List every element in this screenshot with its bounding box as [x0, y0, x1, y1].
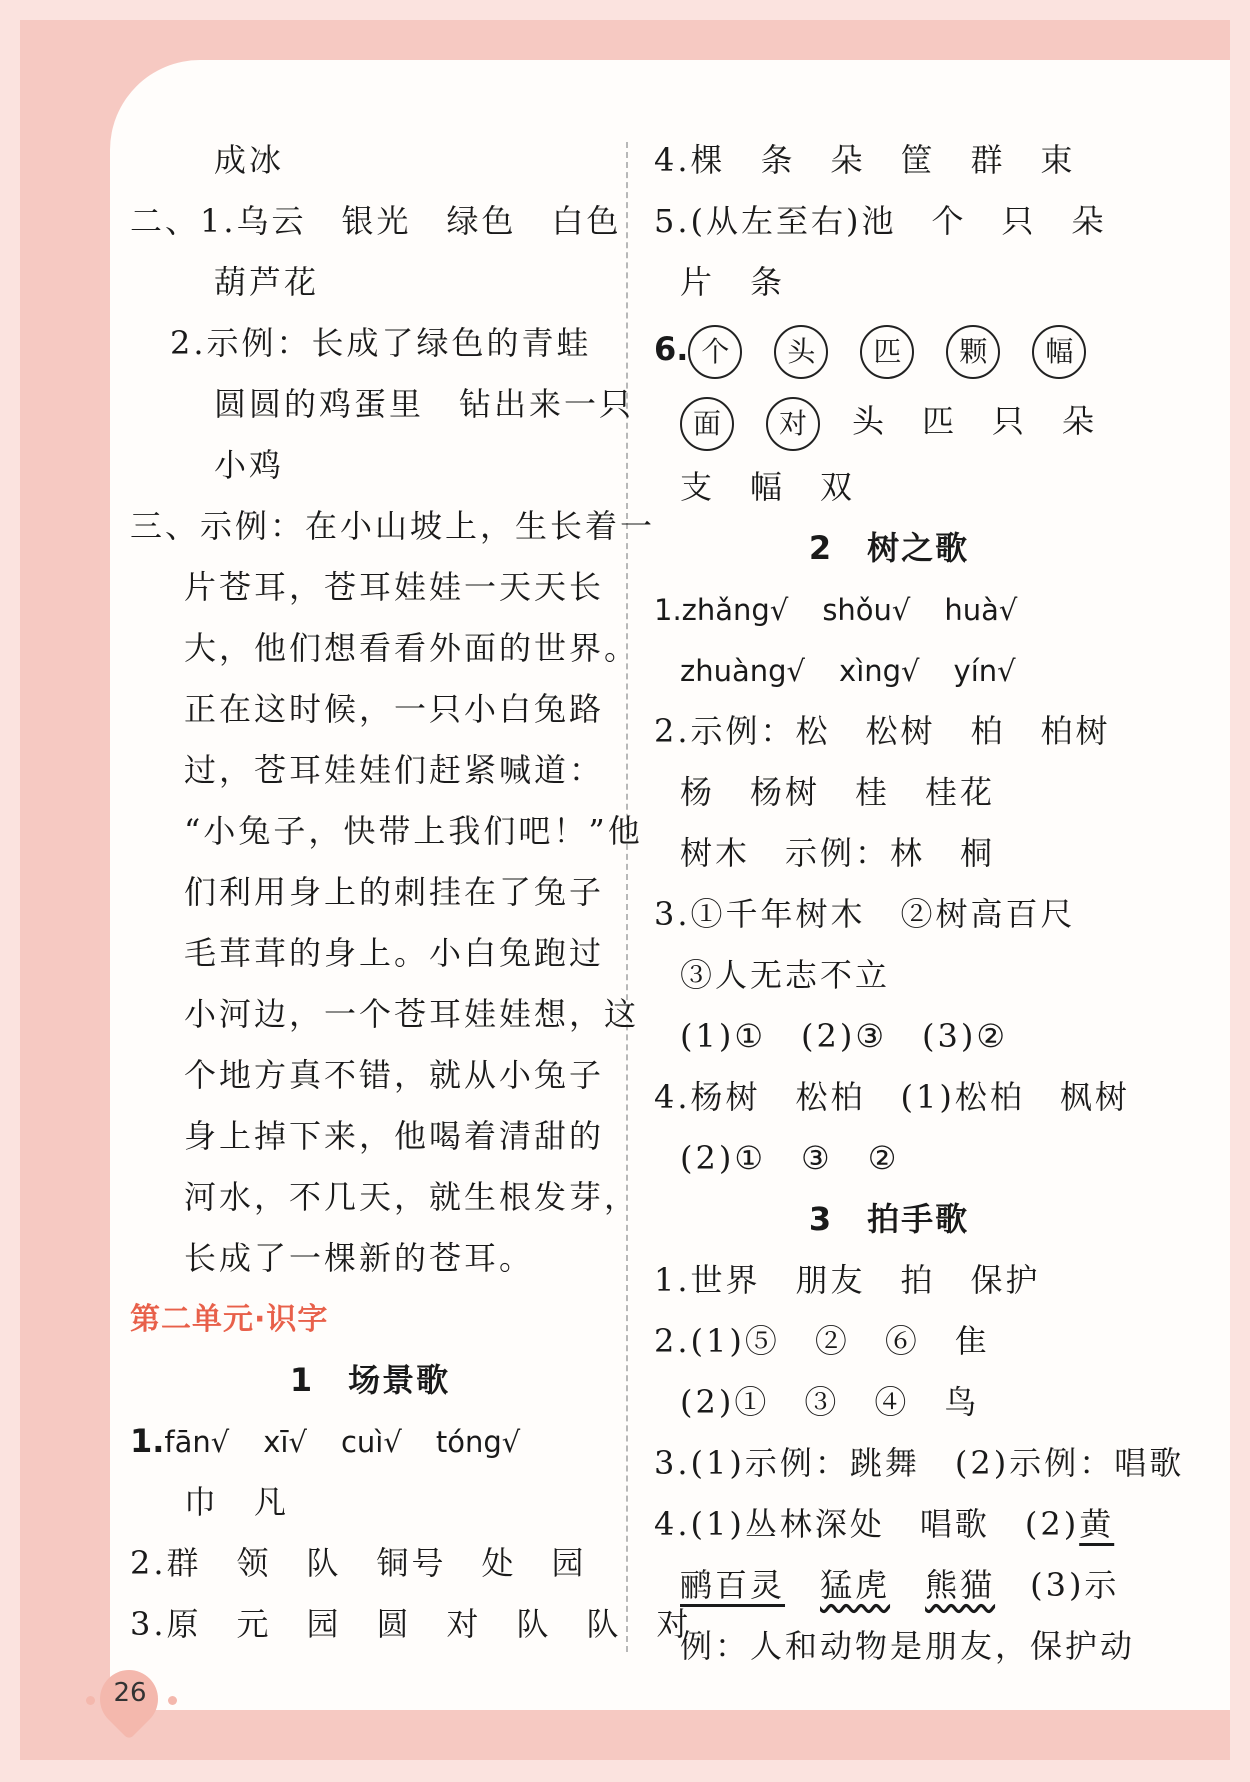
answer-line: 过，苍耳娃娃们赶紧喊道：: [184, 751, 605, 789]
answer-line: 3.(1)示例：跳舞 (2)示例：唱歌: [654, 1444, 1185, 1482]
answer-line: 3.原 元 园 圆 对 队 队 对: [130, 1605, 692, 1643]
answer-line: (2)① ③ ②: [680, 1139, 900, 1177]
answer-line: 三、示例：在小山坡上，生长着一: [130, 507, 656, 545]
answer-line: 河水，不几天，就生根发芽，: [184, 1178, 640, 1216]
column-divider: [626, 142, 628, 1652]
underlined-answer: 黄: [1079, 1505, 1115, 1543]
unit-heading: 第二单元·识字: [130, 1302, 329, 1337]
answer-line: 支 幅 双: [680, 468, 856, 506]
circled-char: 匹: [860, 325, 914, 379]
answer-line: 葫芦花: [214, 263, 320, 301]
answer-line: 2.(1)⑤ ② ⑥ 隹: [654, 1322, 990, 1360]
answer-line: 2.示例：长成了绿色的青蛙: [170, 324, 592, 362]
pinyin-answer: fān√: [164, 1425, 230, 1459]
answer-line: (2)① ③ ④ 鸟: [680, 1383, 980, 1421]
answer-line: 4.棵 条 朵 筐 群 束: [654, 141, 1076, 179]
pinyin-answer: 1.zhǎng√: [654, 593, 789, 627]
answer-line: [130, 1411, 610, 1472]
answer-line: 正在这时候，一只小白兔路: [184, 690, 605, 728]
page-dot-left: [86, 1696, 95, 1705]
answer-line: [654, 640, 1124, 701]
circled-char: 个: [688, 325, 742, 379]
answer-line: 身上掉下来，他喝着清甜的: [184, 1117, 605, 1155]
wavy-underlined-answer: 熊猫: [925, 1566, 996, 1604]
pinyin-answer: tóng√: [435, 1425, 521, 1459]
circled-char: 颗: [946, 325, 1000, 379]
pinyin-answer: xī√: [263, 1425, 307, 1459]
answer-line: 小河边，一个苍耳娃娃想，这: [184, 995, 640, 1033]
answer-line: [654, 313, 1124, 385]
answer-line: 4.杨树 松柏 (1)松柏 枫树: [654, 1078, 1130, 1116]
answer-line: 大，他们想看看外面的世界。: [184, 629, 640, 667]
answer-line: “小兔子，快带上我们吧！”他: [184, 812, 643, 850]
remaining-chars: 头 匹 只 朵: [852, 402, 1098, 440]
answer-line: 巾 凡: [184, 1483, 290, 1521]
right-column: [654, 130, 1185, 1677]
answer-line: 毛茸茸的身上。小白兔跑过: [184, 934, 605, 972]
answer-line: [654, 385, 1124, 457]
answer-line: 们利用身上的刺挂在了兔子: [184, 873, 605, 911]
answer-line: 树木 示例：林 桐: [680, 834, 996, 872]
pinyin-answer: zhuàng√: [680, 654, 806, 688]
page-dot-right: [168, 1696, 177, 1705]
answer-line: ③人无志不立: [680, 956, 891, 994]
circled-char: 面: [680, 397, 734, 451]
answer-line: 2.群 领 队 铜号 处 园: [130, 1544, 587, 1582]
answer-text: (3)示: [1030, 1566, 1120, 1604]
circled-char: 对: [766, 397, 820, 451]
lesson-title: 2 树之歌: [808, 529, 970, 567]
left-column: [130, 130, 692, 1655]
answer-line: [654, 1494, 1124, 1555]
circled-char: 头: [774, 325, 828, 379]
answer-line: 成冰: [214, 141, 285, 179]
answer-line: 片 条: [680, 263, 786, 301]
answer-line: 1.世界 朋友 拍 保护: [654, 1261, 1041, 1299]
question-number: 1.: [130, 1422, 165, 1460]
answer-line: [654, 579, 1124, 640]
wavy-underlined-answer: 猛虎: [820, 1566, 891, 1604]
answer-line: 片苍耳，苍耳娃娃一天天长: [184, 568, 605, 606]
pinyin-answer: huà√: [944, 593, 1018, 627]
pinyin-answer: cuì√: [340, 1425, 402, 1459]
pinyin-answer: shǒu√: [822, 593, 911, 627]
answer-line: 长成了一棵新的苍耳。: [184, 1239, 535, 1277]
answer-line: 个地方真不错，就从小兔子: [184, 1056, 605, 1094]
answer-line: 2.示例：松 松树 柏 柏树: [654, 712, 1111, 750]
answer-line: (1)① (2)③ (3)②: [680, 1017, 1009, 1055]
answer-line: 小鸡: [214, 446, 285, 484]
answer-line: 5.(从左至右)池 个 只 朵: [654, 202, 1107, 240]
underlined-answer: 鹂百灵: [680, 1566, 786, 1604]
question-number: 6.: [654, 330, 689, 368]
answer-line: [654, 1555, 1124, 1616]
pinyin-answer: yín√: [953, 654, 1016, 688]
answer-line: 例：人和动物是朋友，保护动: [680, 1627, 1136, 1665]
pinyin-answer: xìng√: [839, 654, 920, 688]
lesson-title: 3 拍手歌: [808, 1200, 970, 1238]
lesson-title: 1 场景歌: [289, 1361, 451, 1399]
answer-text: 4.(1)丛林深处 唱歌 (2): [654, 1505, 1080, 1543]
answer-line: 二、1.乌云 银光 绿色 白色: [130, 202, 622, 240]
answer-line: 3.①千年树木 ②树高百尺: [654, 895, 1076, 933]
answer-line: 杨 杨树 桂 桂花: [680, 773, 996, 811]
page-number: 26: [113, 1678, 147, 1708]
circled-char: 幅: [1032, 325, 1086, 379]
answer-line: 圆圆的鸡蛋里 钻出来一只: [214, 385, 635, 423]
